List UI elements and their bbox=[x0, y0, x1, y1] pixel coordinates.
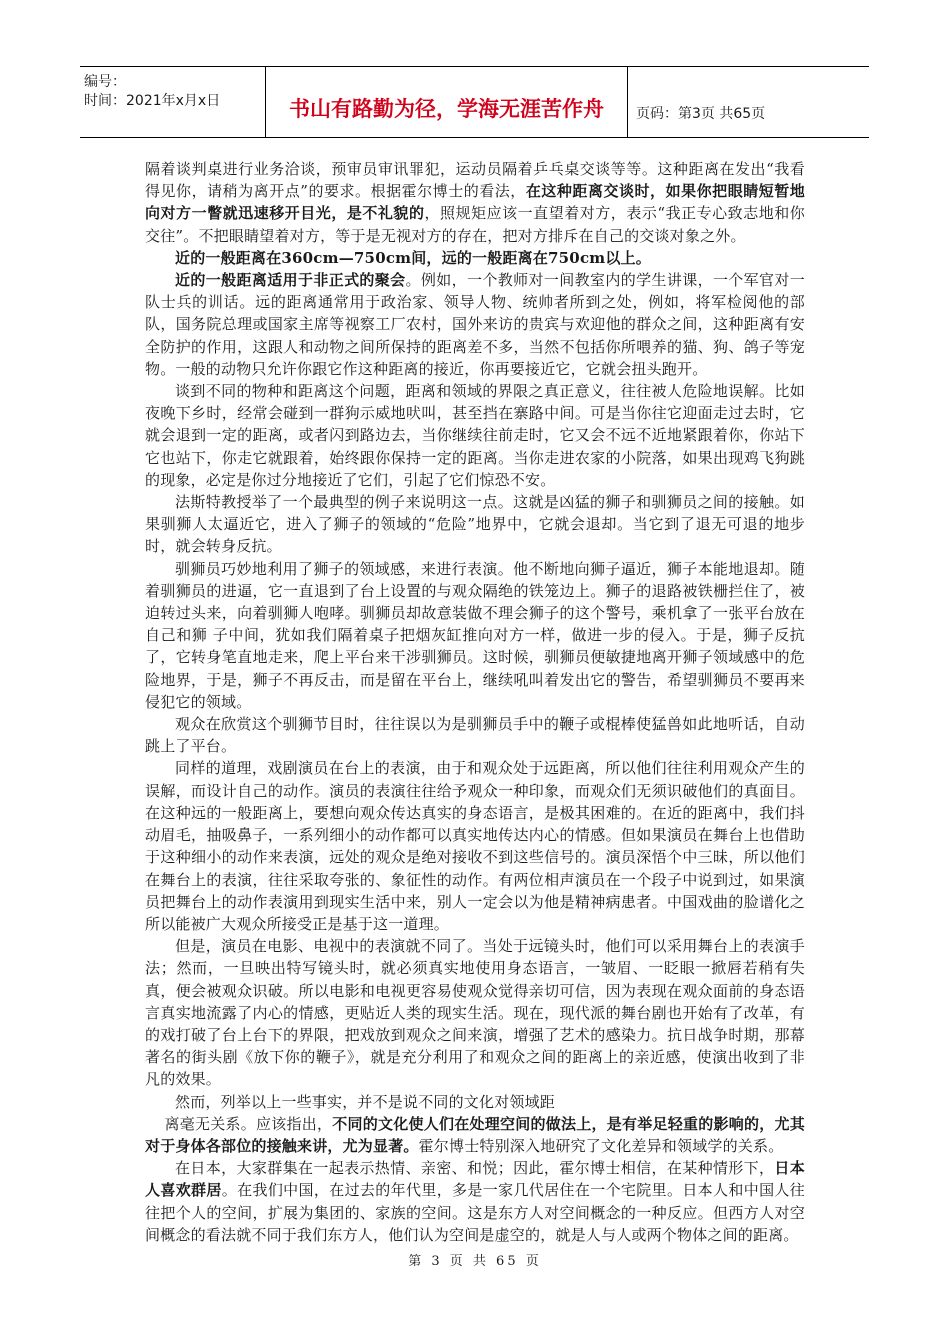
body-paragraph bbox=[145, 713, 805, 757]
paragraph-text: 谈到不同的物种和距离这个问题，距离和领域的界限之真正意义，往往被人危险地误解。比如夜晚下乡时，经常会碰到一群狗示威地吠叫，甚至挡在寨路中间。可是当你往它迎面走过去时，它就会退到一定的距离，或者闪到路边去，当你继续往前走时，它又会不远不近地紧跟着你，你站下它也站下，你走它就跟着，始终跟你保持一定的距离。当你走进农家的小院落，如果出现鸡飞狗跳的现象，必定是你过分地接近了它们，引起了它们惊恐不安。 bbox=[145, 382, 805, 489]
body-paragraph bbox=[145, 247, 805, 269]
paragraph-text: 同样的道理，戏剧演员在台上的表演，由于和观众处于远距离，所以他们往往利用观众产生的误解，而设计自己的动作。演员的表演往往给予观众一种印象，而观众们无须识破他们的真面目。在这种远的一般距离上，要想向观众传达真实的身态语言，是极其困难的。在近的距离中，我们抖动眉毛，抽吸鼻子，一系列细小的动作都可以真实地传达内心的情感。但如果演员在舞台上也借助于这种细小的动作来表演，远处的观众是绝对接收不到这些信号的。演员深悟个中三昧，所以他们在舞台上的表演，往往采取夸张的、象征性的动作。有两位相声演员在一个段子中说到过，如果演员把舞台上的动作表演用到现实生活中来，别人一定会以为他是精神病患者。中国戏曲的脸谱化之所以能被广大观众所接受正是基于这一道理。 bbox=[145, 759, 805, 933]
paragraph-text: 驯狮员巧妙地利用了狮子的领域感，来进行表演。他不断地向狮子逼近，狮子本能地退却。随着驯狮员的进逼，它一直退到了台上设置的与观众隔绝的铁笼边上。狮子的退路被铁栅拦住了，被迫转过头来，向着驯狮人咆哮。驯狮员却故意装做不理会狮子的这个警号，乘机拿了一张平台放在自己和狮 子中间，犹如我们隔着桌子把烟灰缸推向对方一样，做进一步的侵入。于是，狮子反抗了，它转身笔直地走来，爬上平台来干涉驯狮员。这时候，驯狮员便敏捷地离开狮子领域感中的危险地界，于是，狮子不再反击，而是留在平台上，继续吼叫着发出它的警告，希望驯狮员不要再来侵犯它的领域。 bbox=[145, 559, 805, 711]
bold-text: 日本人喜欢群居 bbox=[145, 1159, 805, 1200]
header-motto-cell bbox=[266, 67, 628, 137]
bold-text: 不同的文化使人们在处理空间的做法上，是有举足轻重的影响的，尤其对于身体各部位的接触来讲，尤为显著。 bbox=[145, 1114, 805, 1155]
bold-text: 近的一般距离在360cm—750cm间，远的一般距离在750cm以上。 bbox=[175, 248, 651, 267]
header-motto: 书山有路勤为径，学海无涯苦作舟 bbox=[289, 97, 604, 121]
paragraph-text: 。例如，一个教师对一间教室内的学生讲课，一个军官对一队士兵的训话。远的距离通常用于政治家、领导人物、统帅者所到之处，例如，将军检阅他的部队，国务院总理或国家主席等视察工厂农村，国外来访的贵宾与欢迎他的群众之间，这种距离有安全防护的作用，这跟人和动物之间所保持的距离差不多，当然不包括你所喂养的猫、狗、鸽子等宠物。一般的动物只允许你跟它作这种距离的接近，你再要接近它，它就会扭头跑开。 bbox=[145, 271, 805, 378]
paragraph-text: 然而，列举以上一些事实，并不是说不同的文化对领域距 bbox=[175, 1092, 556, 1111]
document-number-label: 编号： bbox=[84, 74, 126, 90]
bold-text: 近的一般距离适用于非正式的聚会 bbox=[175, 271, 406, 290]
header-page-cell bbox=[628, 67, 869, 137]
paragraph-text: 法斯特教授举了一个最典型的例子来说明这一点。这就是凶猛的狮子和驯狮员之间的接触。如果驯狮人太逼近它，进入了狮子的领域的“危险”地界中，它就会退却。当它到了退无可退的地步时，就会转身反抗。 bbox=[145, 493, 805, 556]
body-paragraph bbox=[145, 757, 805, 935]
body-paragraph bbox=[145, 380, 805, 491]
page-header bbox=[80, 66, 869, 138]
header-meta-cell bbox=[80, 67, 266, 137]
body-paragraph bbox=[145, 269, 805, 380]
body-paragraph bbox=[145, 158, 805, 247]
document-date-label: 时间：2021年x月x日 bbox=[84, 93, 221, 109]
paragraph-text: 观众在欣赏这个驯狮节目时，往往误以为是驯狮员手中的鞭子或棍棒使猛兽如此地听话，自动跳上了平台。 bbox=[145, 715, 805, 756]
paragraph-text: 在日本，大家群集在一起表示热情、亲密、和悦；因此，霍尔博士相信，在某种情形下， bbox=[175, 1159, 775, 1178]
paragraph-text: 离毫无关系。应该指出， bbox=[164, 1114, 333, 1133]
header-page-number: 页码：第3页 共65页 bbox=[636, 106, 766, 122]
footer-page-number: 第 3 页 共 65 页 bbox=[408, 1254, 542, 1269]
body-paragraph bbox=[145, 491, 805, 558]
page-footer bbox=[0, 1250, 950, 1269]
document-body bbox=[145, 158, 805, 1246]
paragraph-text: 但是，演员在电影、电视中的表演就不同了。当处于远镜头时，他们可以采用舞台上的表演手法；然而，一旦映出特写镜头时，就必须真实地使用身态语言，一皱眉、一眨眼一掀唇若稍有失真，便会被观众识破。所以电影和电视更容易使观众觉得亲切可信，因为表现在观众面前的身态语言真实地流露了内心的情感，更贴近人类的现实生活。现在，现代派的舞台剧也开始有了改革，有的戏打破了台上台下的界限，把戏放到观众之间来演，增强了艺术的感染力。抗日战争时期，那幕著名的街头剧《放下你的鞭子》，就是充分利用了和观众之间的距离上的亲近感，使演出收到了非凡的效果。 bbox=[145, 937, 805, 1089]
body-paragraph bbox=[145, 935, 805, 1090]
body-paragraph bbox=[145, 558, 805, 713]
paragraph-text: 霍尔博士特别深入地研究了文化差异和领域学的关系。 bbox=[418, 1136, 784, 1155]
body-paragraph bbox=[145, 1091, 805, 1113]
body-paragraph bbox=[145, 1157, 805, 1246]
paragraph-text: ，照规矩应该一直望着对方，表示“我正专心致志地和你交往”。不把眼睛望着对方，等于是无视对方的存在，把对方排斥在自己的交谈对象之外。 bbox=[145, 204, 805, 245]
paragraph-text: 隔着谈判桌进行业务洽谈，预审员审讯罪犯，运动员隔着乒乓桌交谈等等。这种距离在发出“我看得见你，请稍为离开点”的要求。根据霍尔博士的看法， bbox=[145, 160, 805, 201]
paragraph-text: 。在我们中国，在过去的年代里，多是一家几代居住在一个宅院里。日本人和中国人往往把个人的空间，扩展为集团的、家族的空间。这是东方人对空间概念的一种反应。但西方人对空间概念的看法就不同于我们东方人，他们认为空间是虚空的，就是人与人或两个物体之间的距离。 bbox=[145, 1181, 805, 1244]
body-paragraph bbox=[145, 1113, 805, 1157]
bold-text: 在这种距离交谈时，如果你把眼睛短暂地向对方一瞥就迅速移开目光，是不礼貌的 bbox=[145, 182, 805, 223]
